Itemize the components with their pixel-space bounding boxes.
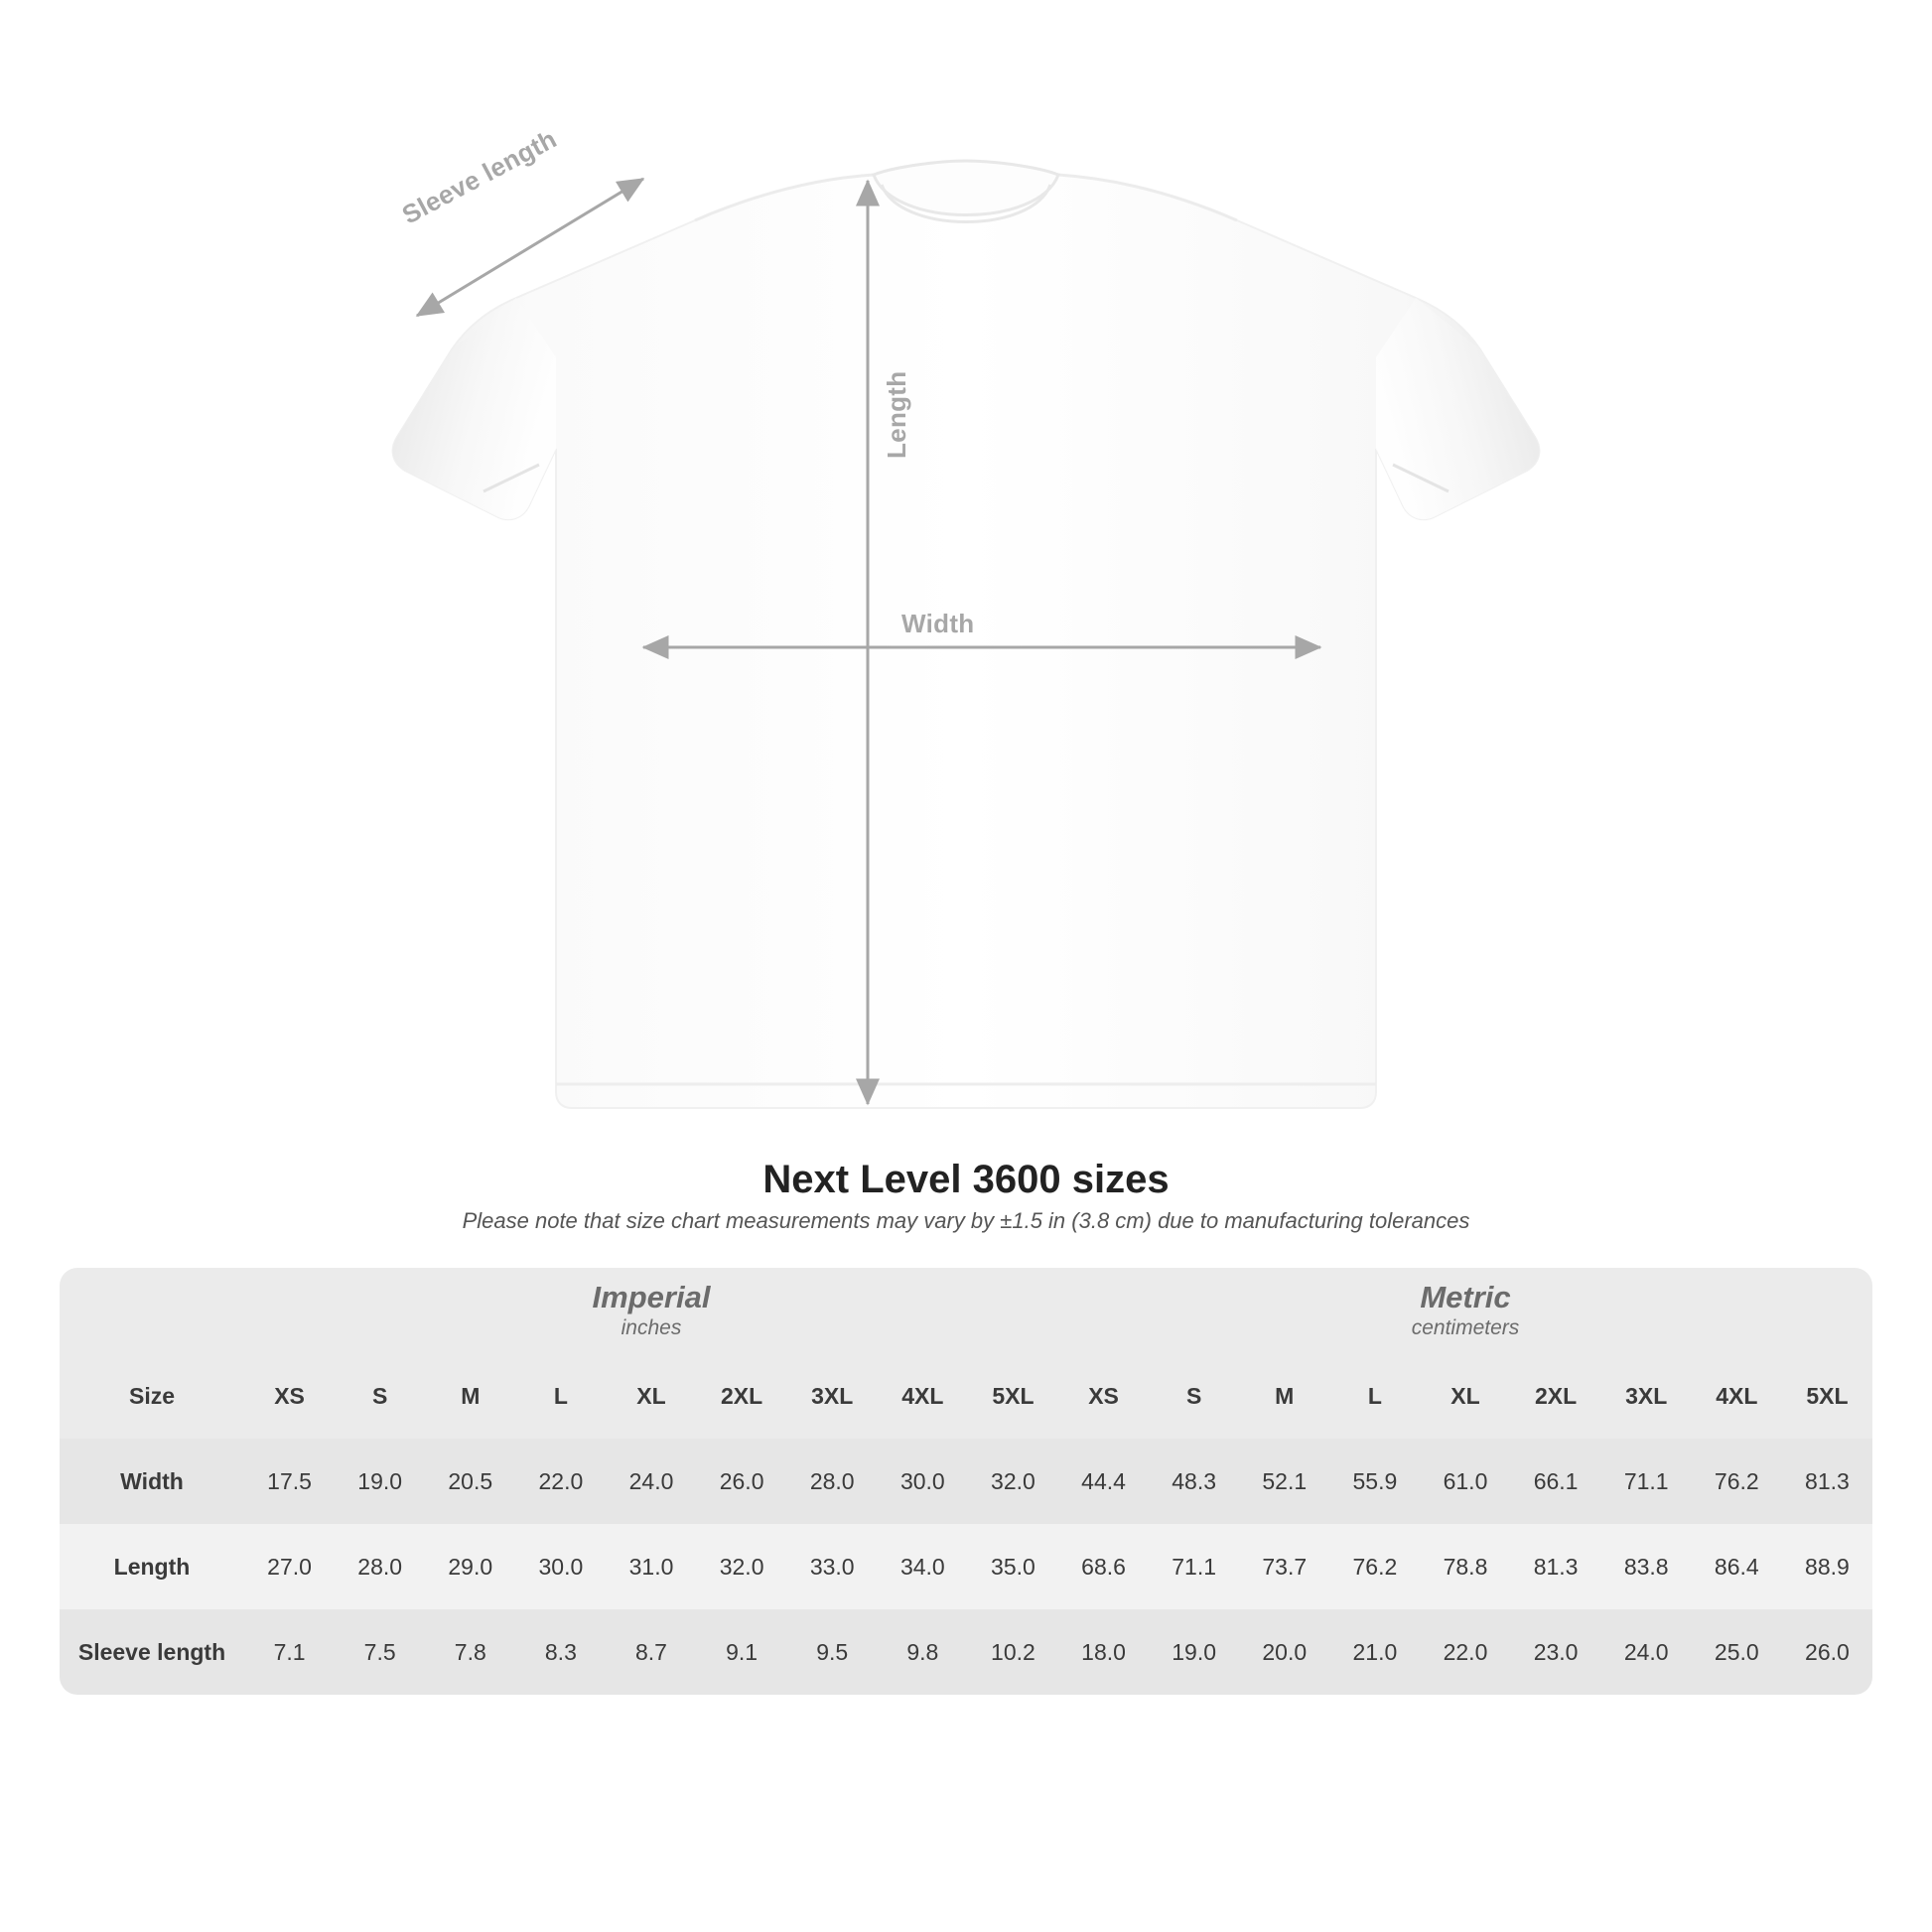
row-label-width: Width [60, 1439, 244, 1524]
col-header: 4XL [878, 1353, 968, 1439]
cell: 17.5 [244, 1439, 335, 1524]
cell: 22.0 [1420, 1609, 1510, 1695]
cell: 81.3 [1782, 1439, 1872, 1524]
cell: 31.0 [606, 1524, 696, 1609]
cell: 32.0 [697, 1524, 787, 1609]
length-label: Length [882, 370, 911, 459]
col-header: 3XL [787, 1353, 878, 1439]
table-row [60, 1439, 1872, 1524]
unit-header-metric [1058, 1268, 1872, 1353]
cell: 68.6 [1058, 1524, 1149, 1609]
cell: 24.0 [1601, 1609, 1692, 1695]
cell: 61.0 [1420, 1439, 1510, 1524]
cell: 26.0 [697, 1439, 787, 1524]
row-label-sleeve-length: Sleeve length [60, 1609, 244, 1695]
cell: 24.0 [606, 1439, 696, 1524]
col-header: XS [1058, 1353, 1149, 1439]
cell: 19.0 [1149, 1609, 1239, 1695]
cell: 76.2 [1329, 1524, 1420, 1609]
cell: 86.4 [1692, 1524, 1782, 1609]
cell: 10.2 [968, 1609, 1058, 1695]
cell: 8.3 [515, 1609, 606, 1695]
cell: 88.9 [1782, 1524, 1872, 1609]
tolerance-note: Please note that size chart measurements may vary by ±1.5 in (3.8 cm) due to manufacturing tolerances [462, 1208, 1470, 1233]
col-header: M [1239, 1353, 1329, 1439]
cell: 34.0 [878, 1524, 968, 1609]
col-header: XL [1420, 1353, 1510, 1439]
unit-metric-sub: centimeters [1411, 1316, 1520, 1340]
col-header: M [425, 1353, 515, 1439]
page-title: Next Level 3600 sizes [762, 1158, 1170, 1201]
row-label-length: Length [60, 1524, 244, 1609]
col-header: 4XL [1692, 1353, 1782, 1439]
col-header: 2XL [697, 1353, 787, 1439]
cell: 18.0 [1058, 1609, 1149, 1695]
width-label: Width [901, 609, 975, 638]
cell: 33.0 [787, 1524, 878, 1609]
unit-imperial-name: Imperial [592, 1279, 711, 1314]
col-header: 5XL [1782, 1353, 1872, 1439]
col-header: XL [606, 1353, 696, 1439]
cell: 25.0 [1692, 1609, 1782, 1695]
cell: 44.4 [1058, 1439, 1149, 1524]
cell: 71.1 [1601, 1439, 1692, 1524]
unit-metric-name: Metric [1420, 1279, 1511, 1314]
cell: 32.0 [968, 1439, 1058, 1524]
cell: 55.9 [1329, 1439, 1420, 1524]
cell: 20.0 [1239, 1609, 1329, 1695]
cell: 9.5 [787, 1609, 878, 1695]
table-row [60, 1609, 1872, 1695]
col-header: L [515, 1353, 606, 1439]
table-row [60, 1524, 1872, 1609]
cell: 26.0 [1782, 1609, 1872, 1695]
cell: 30.0 [515, 1524, 606, 1609]
col-header: S [1149, 1353, 1239, 1439]
cell: 71.1 [1149, 1524, 1239, 1609]
col-header: 2XL [1511, 1353, 1601, 1439]
cell: 7.5 [335, 1609, 425, 1695]
cell: 19.0 [335, 1439, 425, 1524]
cell: 9.1 [697, 1609, 787, 1695]
cell: 29.0 [425, 1524, 515, 1609]
cell: 8.7 [606, 1609, 696, 1695]
col-header: S [335, 1353, 425, 1439]
unit-header-corner [60, 1268, 244, 1353]
cell: 28.0 [787, 1439, 878, 1524]
cell: 52.1 [1239, 1439, 1329, 1524]
cell: 48.3 [1149, 1439, 1239, 1524]
unit-imperial-sub: inches [621, 1316, 682, 1340]
cell: 83.8 [1601, 1524, 1692, 1609]
size-table [60, 1268, 1872, 1695]
col-header: L [1329, 1353, 1420, 1439]
unit-header-imperial [244, 1268, 1058, 1353]
cell: 27.0 [244, 1524, 335, 1609]
cell: 22.0 [515, 1439, 606, 1524]
cell: 73.7 [1239, 1524, 1329, 1609]
title-block [0, 1158, 1932, 1234]
header-size: Size [60, 1353, 244, 1439]
col-header: 3XL [1601, 1353, 1692, 1439]
cell: 23.0 [1511, 1609, 1601, 1695]
column-header-row [60, 1353, 1872, 1439]
cell: 35.0 [968, 1524, 1058, 1609]
sleeve-length-label: Sleeve length [397, 123, 562, 230]
cell: 28.0 [335, 1524, 425, 1609]
cell: 21.0 [1329, 1609, 1420, 1695]
col-header: XS [244, 1353, 335, 1439]
cell: 81.3 [1511, 1524, 1601, 1609]
cell: 66.1 [1511, 1439, 1601, 1524]
cell: 78.8 [1420, 1524, 1510, 1609]
size-table-wrapper [60, 1268, 1872, 1695]
cell: 20.5 [425, 1439, 515, 1524]
cell: 9.8 [878, 1609, 968, 1695]
col-header: 5XL [968, 1353, 1058, 1439]
cell: 30.0 [878, 1439, 968, 1524]
cell: 76.2 [1692, 1439, 1782, 1524]
unit-header-row [60, 1268, 1872, 1353]
cell: 7.1 [244, 1609, 335, 1695]
cell: 7.8 [425, 1609, 515, 1695]
